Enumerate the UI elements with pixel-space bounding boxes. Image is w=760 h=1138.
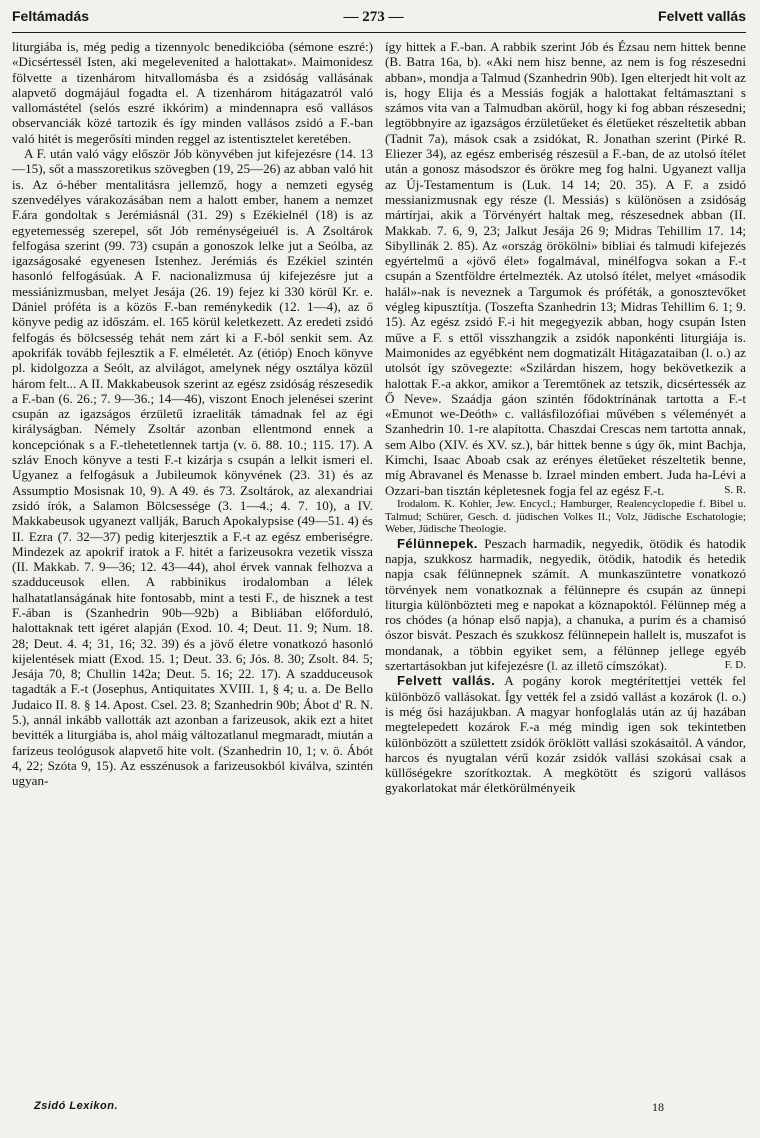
header-left-title: Feltámadás [12, 8, 90, 24]
entry-text: Peszach harmadik, negyedik, ötödik és hatodik napja, szukkosz harmadik, negyedik, ötödik, hatodik és hetedik napja csak félünnepnek számít. A munkaszüntetre vonatkozó törvények nem vonatkoznak a félünnepre és csupán az ünnepi liturgia különbözteti meg e napokat a köznapoktól. Félünnep még a ros chódes (a hónap első napja), a chanuka, a purim és a chamisó ószor bisvát. Peszach és szukkosz félünnepein hallelt is, muszafot is mondanak, a többin egyiket sem, a félünnep jellege egyéb szertartásokban jut kifejezésre (l. az illető címszókat). [385, 535, 746, 674]
footer-publication: Zsidó Lexikon. [34, 1100, 119, 1112]
paragraph: liturgiába is, még pedig a tizennyolc benedikcióba (sémone eszré:) «Dicsértessél Isten, aki megelevenited a halottakat». Maimonidesz fölvette a tizenhárom hitvallomásba és a zsidóság vallásának alapvető dogmájául fogadta el. A tizenhárom hitágazatról való vallomástétel (selós eszré ikkórim) a mindennapra eső vallásos observanciák közé tartozik és így minden vallásos zsidó a F.-ban való hitét is megerősíti minden reggel az istentisztelet keretében. [12, 39, 373, 146]
header-right-title: Felvett vallás [658, 8, 746, 24]
bibliography: Irodalom. K. Kohler, Jew. Encycl.; Hamburger, Realencyclopedie f. Bibel u. Talmud; Schürer, Gesch. d. jüdischen Volkes II.; Volz, Jüdische Eschatologie; Weber, Jüdische Theologie. [385, 497, 746, 536]
paragraph: A F. után való vágy először Jób könyvében jut kifejezésre (14. 13—15), sőt a masszoretikus szövegben (19, 25—26) az abban való hit is. Az ó-héber mentalitásra jellemző, hogy a nemzeti egység szenvedélyes várakozásában nem a halott ember, hanem a nemzet F.ára gondoltak s Jerémiásnál (31. 29) s Ezékielnél (18) is az egyetemesség szerepel, sőt Jób reménységeiuél is. A Zsoltárok felfogása szerint (99. 73) csupán a gonoszok lelke jut a Seólba, az igazságosaké egyenesen Istenhez. Jerémiás és Ezékiel szintén hasonló felfogásúak. A F. nacionalizmusa új kifejezésre jut a messiánizmusban, melyet Jesája (26. 19) fejez ki 330 körül Kr. e. Dániel próféta is a közös F.-ban reménykedik (12. 1—4), az ő könyve pedig az időszám. el. 165 körül keletkezett. Az eredeti zsidó felfogás és bölcsesség tehát nem zárt ki a F.-ból senkit sem. Az apokrifák tovább fejlesztik a F. elméletét. Az (étióp) Enoch könyve pl. kidolgozza a Seólt, az alvilágot, amelynek négy osztálya közül három felt... A II. Makkabeusok szerint az egész zsidóság részesedik a F.-ban (6. 26.; 7. 9—36.; 14—46), viszont Enoch jelenései szerint csupán az igazságos érzületű izraeliták támadnak fel az égi királyságban. Némely Zsoltár azonban ellentmond ennek a koncepciónak s a F.-tlehetetlennek tartja (v. ö. 88. 10.; 115. 17). A szláv Enoch könyve a testi F.-t kizárja s csupán a lelkit ismeri el. Ugyanez a felfogásuk a Jubileumok könyvének (23. 31) és az Assumptio Mosisnak 10, 9). A 49. és 73. Zsoltárok, az alexandriai zsidó írók, a Salamon Bölcsessége (3. 1—4.; 4. 7. 10), a IV. Makkabeusok ugyanezt vallják, Baruch Apokalypsise (49—51. 4) és II. Ezra (7. 32—37) pedig kiterjesztik a F.-t az egész emberiségre. Mindezek az apokrif iratok a F. hitét a farizeusokra vezetik vissza (II. Makkab. 7. 9—36; 12. 43—44), ahol érvek vannak felhozva a szadduceusok ellen. A rabbinikus irodalomban a lélek halhatatlanságának hite fontosabb, mint a testi F., de hisznek a test F.-ában is (Szanhedrin 90b—92b) a Bibliában előforduló, halottaknak tett igéret alapján (Exod. 10. 4; Deut. 11. 9; Num. 18. 28; Deut. 4. 4; 31, 16; 32. 39) és a jövő életre vonatkozó hasonló kijelentések miatt (Exod. 15. 1; Deut. 33. 6; Jós. 8. 30; Zsolt. 84. 5; Jesája 70, 8; Chullin 142a; Deut. 5. 16; 22. 17). A szadduceusok tagadták a F.-t (Josephus, Antiquitates XVIII. 1, § 4; u. a. De Bello Judaico II. 8. § 14. Apost. Csel. 23. 8; Szanhedrin 90b; Ábot d' R. N. 5.), annál inkább vallották azt azonban a farizeusok, akik ezt a hitet bevitték a liturgiába is, ahol máig változatlanul megmaradt, miután a farizeus teológusok alapvető hite volt. (Szanhedrin 10, 1; v. ö. Ábót 4, 22; Szóta 9, 15). Az esszénusok a farizeusokból kiválva, szintén ugyan- [12, 146, 373, 789]
page-number: — 273 — [343, 9, 404, 25]
running-header [12, 8, 746, 30]
author-signature: S. R. [724, 483, 746, 496]
author-signature: F. D. [724, 659, 746, 672]
left-column [12, 39, 373, 1079]
right-column [385, 39, 746, 1079]
entry-felvett-vallas [385, 673, 746, 795]
entry-felunnepek [385, 536, 746, 674]
paragraph [385, 39, 746, 498]
entry-title: Félünnepek. [397, 535, 478, 551]
entry-text: A pogány korok megtérítettjei vették fel különböző vallásokat. Így vették fel a zsidó vallást a kozárok (l. o.) is még ősi hazájukban. A magyar honfoglalás után az új hazában megtelepedett kozárok F.-a még mindig igen sok tekintetben különbözött a születtett zsidók öröklött vallási szokásaitól. A vándor, harcos és nyugtalan vérű kozár zsidók vallási szokásai csak a küllőségekre szorítkoztak. A megkötött és szigorú vallásos gyakorlatokat már életkörülményeik [385, 673, 746, 796]
entry-title: Felvett vallás. [397, 673, 496, 689]
paragraph-text: így hittek a F.-ban. A rabbik szerint Jób és Ézsau nem hittek benne (B. Batra 16a, b). «Aki nem hisz benne, az nem is fog részesedni abban», mondja a Talmud (Szanhedrin 90b). Igen elterjedt hit volt az is, hogy Elija és a Messiás fogják a halottakat feltámasztani s számos vita van a Talmudban akörül, hogy ki fog abban részesedni; legtöbbnyire az igazságos érzületűeket és életűeket részeltetik abban (Tadnit 7a), mások csak a zsidókat, R. Jonathan szerint (Pirké R. Eliezer 34), az egész emberiség részesül a F.-ban, de az utolsó ítélet után a gonosz másodszor és örökre meg fog halni. Ugyanezt vallja az Új-Testamentum is (Luk. 14 14; 20. 35). A F. a zsidó messianizmusnak egy része (l. Messiás) s különösen a zsidóság mártírjai, akik a Törvényért haltak meg, részesednek abban (II. Makkab. 7. 6, 9, 23; Jalkut Jesája 26 9; Midras Tehillim 17. 14; Sibyllinák 2. 85). Az «ország örökölni» bibliai és talmudi kifejezés egyértelmű a «jövő élet» fogalmával, minélfogva sokan a F.-t csupán a Szentföldre értelmezték. Az utolsó ítélet, melyet «második halál»-nak is neveznek a Targumok és próféták, a gonosztevőket végleg kipusztítja. (Toszefta Szanhedrin 13; Midras Tehillim 6. 1; 9. 15). Az egész zsidó F.-i hit megegyezik abban, hogy csupán Isten műve a F. s ettől visszhangzik a zsidók naponkénti liturgiája is. Maimonides az egyébként nem dogmatizált Hitágazataiban (l. o.) az utolsót így szövegezte: «Szilárdan hiszem, hogy bekövetkezik a halottak F.-a akkor, amikor a Teremtőnek az tetszik, dicsértessék az Ő Neve». Szaádja gáon szintén fődoktrínának tartotta a F.-t «Emunot we-Deóth» c. vallásfilozófiai művében s véleményét a Szanhedrin 10. 1-re alapította. Chaszdai Crescas nem tartotta annak, sem Albo (XIV. és XV. sz.), bár hittek benne s úgy ők, mint Bachja, Kimchi, Isaac Aboab csak az erényes életűeket részeltetik benne, míg Abravanel és Menasse b. Izrael minden embert. Juda ha-Lévi a Ozzari-ban tisztán képletesnek fogja fel az egész F.-t. [385, 39, 746, 498]
text-columns [12, 39, 746, 1079]
header-rule [12, 32, 746, 33]
footer-sheet-number: 18 [652, 1100, 664, 1114]
page-footer [34, 1100, 664, 1115]
